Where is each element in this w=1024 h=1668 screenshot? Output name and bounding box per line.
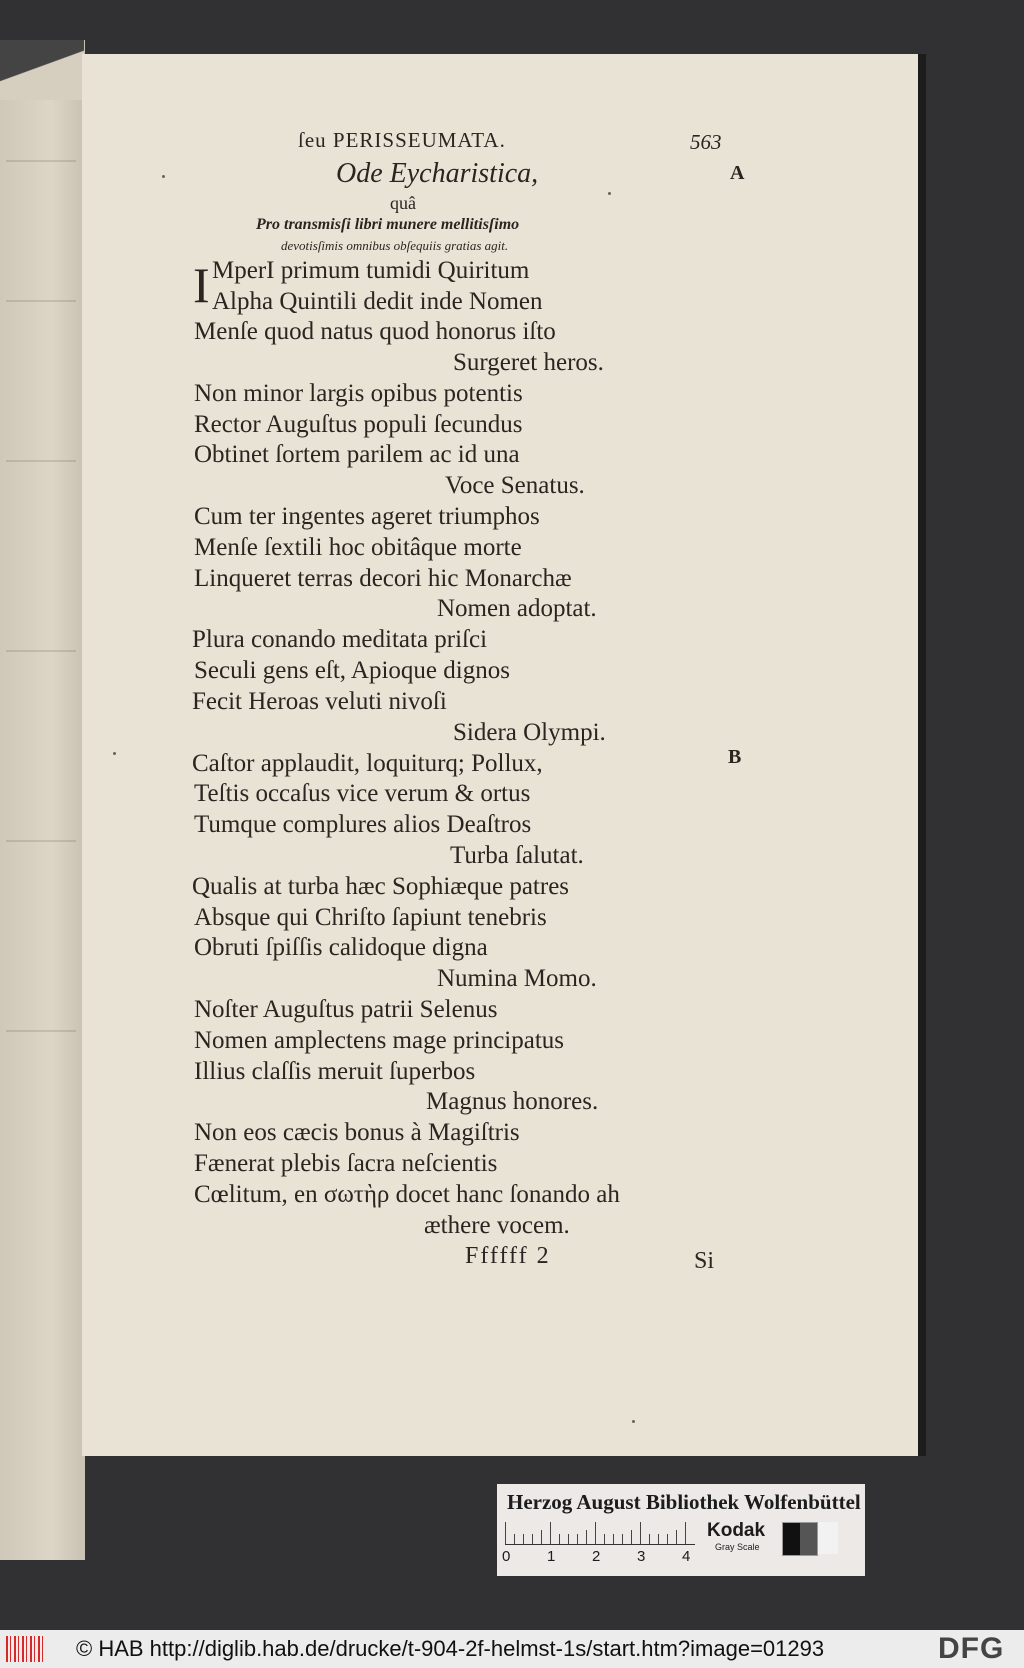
ruler-tick xyxy=(613,1534,614,1544)
ruler-tick xyxy=(514,1534,515,1544)
ruler-number: 4 xyxy=(682,1548,691,1565)
gray-scale-label: Gray Scale xyxy=(715,1542,760,1552)
footer-bar xyxy=(0,1630,1024,1668)
color-calibration-card xyxy=(497,1484,865,1576)
poem-line: MperI primum tumidi Quiritum xyxy=(212,257,530,284)
margin-letter-a: A xyxy=(730,162,745,184)
poem-line: Cum ter ingentes ageret triumphos xyxy=(194,503,540,530)
poem-line: Absque qui Chriſto ſapiunt tenebris xyxy=(194,904,547,931)
dfg-logo: DFG xyxy=(938,1632,1005,1665)
white-swatch xyxy=(818,1522,838,1554)
poem-line: Alpha Quintili dedit inde Nomen xyxy=(212,288,543,315)
ode-subtitle-line-1: Pro transmisſi libri munere mellitisſimo xyxy=(256,216,520,233)
poem-line: Magnus honores. xyxy=(426,1088,599,1115)
ruler-tick xyxy=(685,1522,686,1544)
poem-line: Voce Senatus. xyxy=(445,472,585,499)
ruler-tick xyxy=(631,1530,632,1544)
ruler-tick xyxy=(505,1522,506,1544)
ruler-tick xyxy=(586,1530,587,1544)
running-title: ſeu PERISSEUMATA. xyxy=(298,128,506,152)
poem-line: Numina Momo. xyxy=(437,965,597,992)
poem-line: Cœlitum, en σωτὴρ docet hanc ſonando ah xyxy=(194,1181,620,1208)
ruler-tick xyxy=(649,1534,650,1544)
measurement-ruler xyxy=(505,1520,695,1545)
poem-line: Illius claſſis meruit ſuperbos xyxy=(194,1058,476,1085)
ruler-tick xyxy=(568,1534,569,1544)
poem-line: Rector Auguſtus populi ſecundus xyxy=(194,411,523,438)
ruler-number: 0 xyxy=(502,1548,511,1565)
poem-line: æthere vocem. xyxy=(424,1212,570,1239)
paper-speck xyxy=(632,1420,635,1423)
poem-line: Turba ſalutat. xyxy=(450,842,584,869)
poem-line: Non eos cæcis bonus à Magiſtris xyxy=(194,1119,520,1146)
source-url-link[interactable]: © HAB http://diglib.hab.de/drucke/t-904-2f-helmst-1s/start.htm?image=01293 xyxy=(76,1636,825,1661)
poem-line: Nomen amplectens mage principatus xyxy=(194,1027,565,1054)
poem-line: Surgeret heros. xyxy=(453,349,604,376)
poem-line: Qualis at turba hæc Sophiæque patres xyxy=(192,873,570,900)
catchword: Si xyxy=(694,1248,715,1274)
ode-subtitle-line-2: devotisſimis omnibus obſequiis gratias agit. xyxy=(281,238,509,253)
signature-mark: Ffffff 2 xyxy=(465,1243,551,1269)
ruler-tick xyxy=(658,1534,659,1544)
ruler-tick xyxy=(577,1534,578,1544)
ruler-tick xyxy=(604,1534,605,1544)
poem-line: Caſtor applaudit, loquiturq; Pollux, xyxy=(192,750,543,777)
drop-cap: I xyxy=(193,257,210,313)
poem-line: Sidera Olympi. xyxy=(453,719,606,746)
ruler-tick xyxy=(676,1530,677,1544)
poem-line: Obtinet ſortem parilem ac id una xyxy=(194,441,520,468)
ruler-tick xyxy=(559,1534,560,1544)
poem-line: Nomen adoptat. xyxy=(437,595,597,622)
ruler-number: 1 xyxy=(547,1548,556,1565)
gray-swatch xyxy=(782,1522,818,1556)
poem-line: Fænerat plebis ſacra neſcientis xyxy=(194,1150,498,1177)
ruler-tick xyxy=(523,1534,524,1544)
poem-line: Teſtis occaſus vice verum & ortus xyxy=(194,780,531,807)
poem-line: Fecit Heroas veluti nivoſi xyxy=(192,688,447,715)
ruler-tick xyxy=(667,1534,668,1544)
paper-speck xyxy=(113,752,116,755)
poem-line: Menſe ſextili hoc obitâque morte xyxy=(194,534,522,561)
paper-speck xyxy=(162,175,165,178)
ruler-number: 3 xyxy=(637,1548,646,1565)
ruler-tick xyxy=(550,1522,551,1544)
ruler-tick xyxy=(532,1534,533,1544)
poem-line: Tumque complures alios Deaſtros xyxy=(194,811,532,838)
barcode-icon xyxy=(6,1636,46,1662)
poem-line: Noſter Auguſtus patrii Selenus xyxy=(194,996,498,1023)
poem-line: Plura conando meditata priſci xyxy=(192,626,488,653)
poem-line: Obruti ſpiſſis calidoque digna xyxy=(194,934,488,961)
poem-line: Seculi gens eſt, Apioque dignos xyxy=(194,657,510,684)
margin-letter-b: B xyxy=(728,746,742,768)
kodak-logo: Kodak xyxy=(707,1520,766,1541)
institution-label: Herzog August Bibliothek Wolfenbüttel xyxy=(507,1490,861,1514)
ruler-tick xyxy=(595,1522,596,1544)
ruler-number: 2 xyxy=(592,1548,601,1565)
ruler-tick xyxy=(541,1530,542,1544)
poem-line: Linqueret terras decori hic Monarchæ xyxy=(194,565,572,592)
ode-title: Ode Eycharistica, xyxy=(336,158,539,189)
poem-line: Non minor largis opibus potentis xyxy=(194,380,523,407)
ruler-tick xyxy=(640,1522,641,1544)
page-number: 563 xyxy=(690,130,722,154)
ruler-tick xyxy=(622,1534,623,1544)
paper-speck xyxy=(608,192,611,195)
poem-line: Menſe quod natus quod honorus iſto xyxy=(194,318,556,345)
ode-qua: quâ xyxy=(390,193,416,213)
